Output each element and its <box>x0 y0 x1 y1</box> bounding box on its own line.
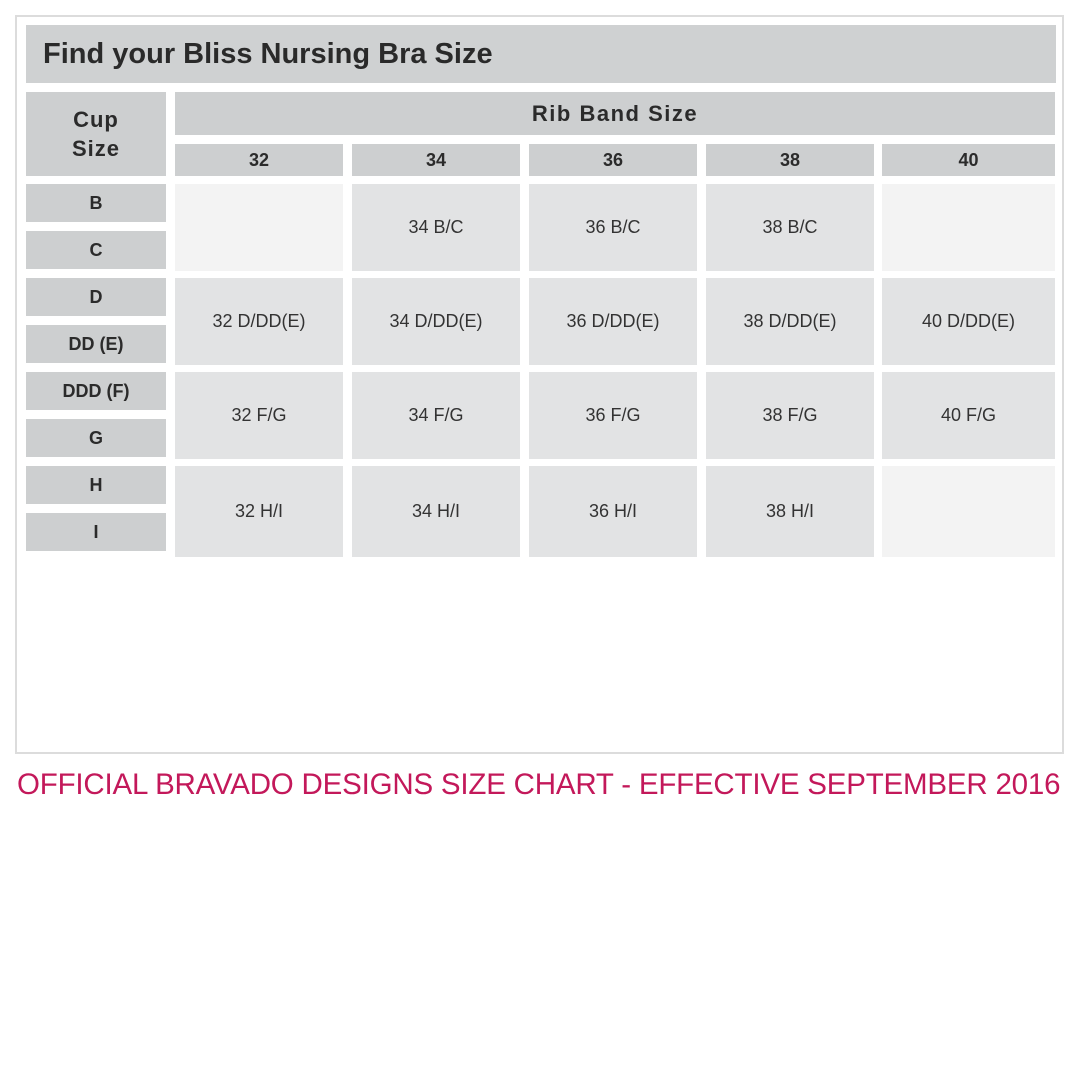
cup-label-c: C <box>26 231 166 269</box>
size-cell-32-d-dd: 32 D/DD(E) <box>175 278 343 365</box>
size-cell-38-hi: 38 H/I <box>706 466 874 557</box>
size-cell-40-hi <box>882 466 1055 557</box>
size-cell-38-bc: 38 B/C <box>706 184 874 271</box>
footer-caption: OFFICIAL BRAVADO DESIGNS SIZE CHART - EFFECTIVE SEPTEMBER 2016 <box>17 768 1061 801</box>
band-header-36: 36 <box>529 144 697 176</box>
band-header-34: 34 <box>352 144 520 176</box>
size-cell-34-bc: 34 B/C <box>352 184 520 271</box>
cup-size-header <box>26 92 166 176</box>
band-header-40: 40 <box>882 144 1055 176</box>
size-cell-36-fg: 36 F/G <box>529 372 697 459</box>
size-cell-38-d-dd: 38 D/DD(E) <box>706 278 874 365</box>
size-cell-36-d-dd: 36 D/DD(E) <box>529 278 697 365</box>
cup-size-header-line2: Size <box>71 136 121 161</box>
size-cell-40-bc <box>882 184 1055 271</box>
size-cell-32-hi: 32 H/I <box>175 466 343 557</box>
cup-size-header-line1: Cup <box>73 107 119 132</box>
band-header-32: 32 <box>175 144 343 176</box>
cup-label-g: G <box>26 419 166 457</box>
size-cell-40-fg: 40 F/G <box>882 372 1055 459</box>
size-cell-34-hi: 34 H/I <box>352 466 520 557</box>
size-cell-32-fg: 32 F/G <box>175 372 343 459</box>
size-cell-38-fg: 38 F/G <box>706 372 874 459</box>
size-cell-36-hi: 36 H/I <box>529 466 697 557</box>
chart-title: Find your Bliss Nursing Bra Size <box>26 25 1056 83</box>
cup-label-d: D <box>26 278 166 316</box>
cup-label-ddd-f: DDD (F) <box>26 372 166 410</box>
cup-label-dd-e: DD (E) <box>26 325 166 363</box>
size-cell-34-fg: 34 F/G <box>352 372 520 459</box>
rib-band-size-header: Rib Band Size <box>175 92 1055 135</box>
size-cell-36-bc: 36 B/C <box>529 184 697 271</box>
cup-label-b: B <box>26 184 166 222</box>
size-cell-34-d-dd: 34 D/DD(E) <box>352 278 520 365</box>
cup-label-i: I <box>26 513 166 551</box>
size-cell-40-d-dd: 40 D/DD(E) <box>882 278 1055 365</box>
band-header-38: 38 <box>706 144 874 176</box>
size-cell-32-bc <box>175 184 343 271</box>
cup-label-h: H <box>26 466 166 504</box>
